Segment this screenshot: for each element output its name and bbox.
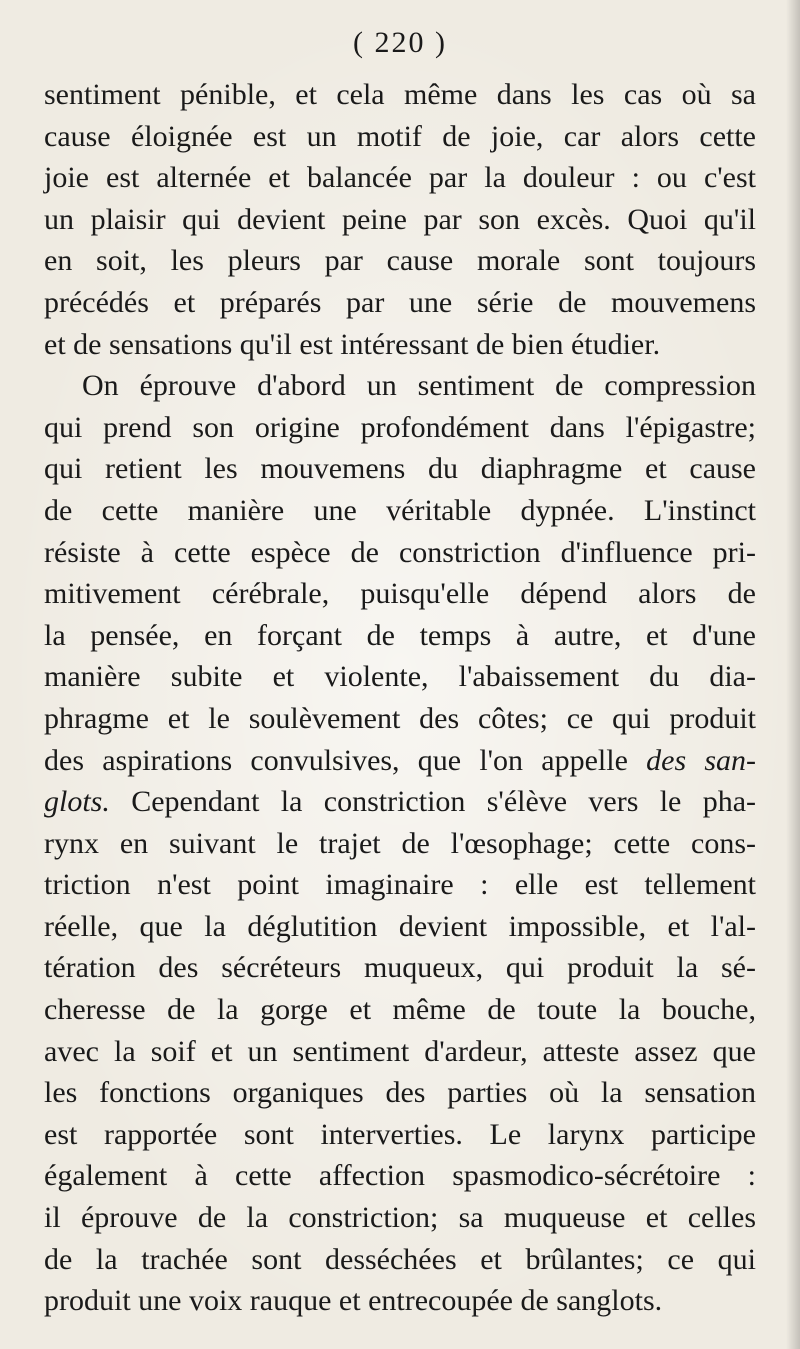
text-line: précédés et préparés par une série de mouvemens — [44, 285, 756, 319]
text-line: triction n'est point imaginaire : elle est tellement — [44, 868, 756, 902]
paragraph-first-line: On éprouve d'abord un sentiment de compression — [82, 369, 756, 403]
text-line-with-italic — [44, 781, 756, 823]
text-segment: Cependant la constriction s'élève vers le pha- — [131, 785, 757, 819]
text-line: avec la soif et un sentiment d'ardeur, atteste assez que — [44, 1034, 756, 1068]
italic-term: des san- — [646, 743, 757, 777]
text-line: les fonctions organiques des parties où la sensation — [44, 1076, 756, 1110]
text-line: cheresse de la gorge et même de toute la bouche, — [44, 993, 756, 1027]
text-line: qui retient les mouvemens du diaphragme et cause — [44, 452, 756, 486]
text-line: phragme et le soulèvement des côtes; ce qui produit — [44, 701, 756, 735]
text-line: il éprouve de la constriction; sa muqueuse et celles — [44, 1201, 756, 1235]
text-line: en soit, les pleurs par cause morale sont toujours — [44, 244, 756, 278]
text-segment: des aspirations convulsives, que l'on appelle — [44, 743, 628, 777]
text-line: résiste à cette espèce de constriction d'influence pri- — [44, 535, 756, 569]
text-line: sentiment pénible, et cela même dans les cas où sa — [44, 78, 756, 111]
text-line: joie est alternée et balancée par la douleur : ou c'est — [44, 161, 756, 195]
text-line: la pensée, en forçant de temps à autre, et d'une — [44, 618, 756, 652]
text-line: de cette manière une véritable dypnée. L'instinct — [44, 493, 756, 527]
page-edge-shadow — [786, 0, 800, 1349]
text-line: manière subite et violente, l'abaissement du dia- — [44, 660, 756, 694]
text-line: cause éloignée est un motif de joie, car alors cette — [44, 119, 756, 153]
text-line: mitivement cérébrale, puisqu'elle dépend alors de — [44, 577, 756, 611]
text-line: et de sensations qu'il est intéressant de bien étudier. — [44, 327, 661, 361]
text-line: est rapportée sont interverties. Le larynx participe — [44, 1117, 756, 1151]
italic-term: glots. — [44, 785, 110, 819]
text-line: un plaisir qui devient peine par son excès. Quoi qu'il — [44, 202, 756, 236]
page-number: ( 220 ) — [353, 26, 447, 59]
text-line: de la trachée sont desséchées et brûlantes; ce qui — [44, 1242, 756, 1276]
text-line: qui prend son origine profondément dans l'épigastre; — [44, 410, 756, 444]
text-line: tération des sécréteurs muqueux, qui produit la sé- — [44, 951, 756, 985]
body-text — [44, 74, 756, 1322]
text-line: réelle, que la déglutition devient impossible, et l'al- — [44, 909, 756, 943]
text-line: produit une voix rauque et entrecoupée de sanglots. — [44, 1284, 663, 1318]
text-line-with-italic — [44, 740, 756, 782]
text-line: rynx en suivant le trajet de l'œsophage; cette cons- — [44, 826, 756, 860]
text-line: également à cette affection spasmodico-sécrétoire : — [44, 1159, 756, 1193]
